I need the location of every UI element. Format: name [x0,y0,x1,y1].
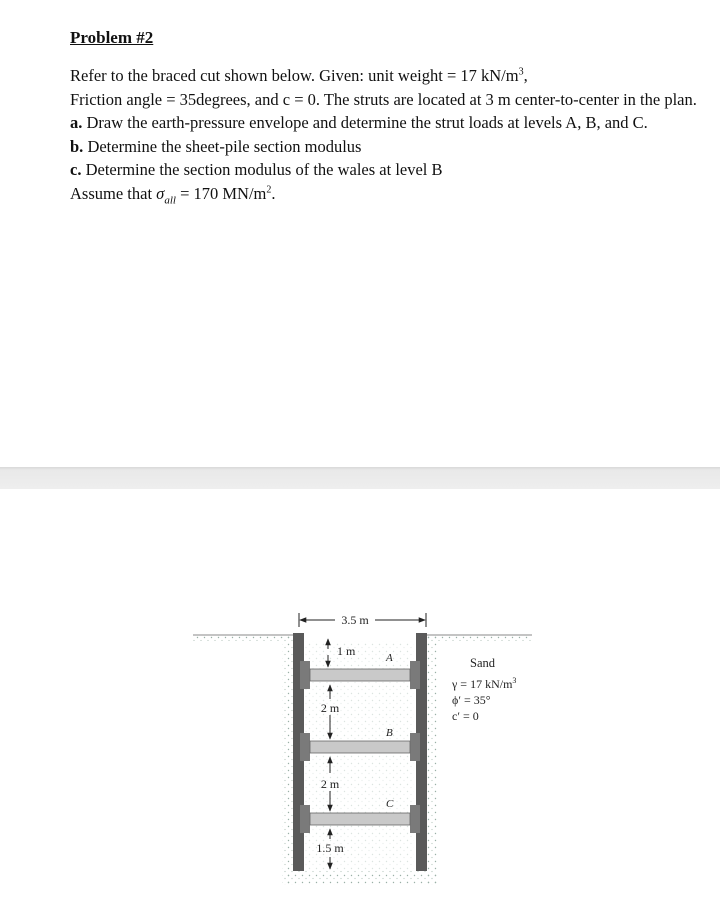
soil-cohesion: c′ = 0 [452,709,479,723]
strut-c-label: C [386,798,394,810]
strut-a [310,669,410,681]
soil-base [282,871,438,885]
dim-4-label: 1.5 m [316,841,344,855]
item-a: a. Draw the earth-pressure envelope and determine the strut loads at levels A, B, and C. [70,113,648,133]
soil-name: Sand [470,656,495,670]
dim-2-label: 2 m [320,701,340,715]
page-separator [0,467,720,489]
strut-b-label: B [386,727,393,739]
problem-title: Problem #2 [70,28,154,47]
soil-left-wall [282,635,293,885]
item-b: b. Determine the sheet-pile section modulus [70,136,362,156]
soil-unit-weight: γ = 17 $kN/m^3$ [452,676,517,691]
ground-left [193,635,293,641]
width-label: 3.5 m [341,613,369,627]
wale-b-left [300,733,310,761]
ground-right [427,635,532,641]
given-line-1: Refer to the braced cut shown below. Given: unit weight = 17 $kN/m^3$, [70,66,528,85]
soil-right-wall [427,635,438,885]
wale-a-left [300,661,310,689]
strut-c [310,813,410,825]
wale-b-right [410,733,420,761]
dim-3-label: 2 m [320,777,340,791]
assumption-line: Assume that $\sigma_{all} = 170$ $MN/m^2$. [70,183,276,207]
document-page-2 [0,489,720,901]
width-dimension [299,613,426,627]
soil-friction-angle: ϕ′ = 35° [452,693,491,707]
soil-properties [451,656,516,723]
item-c: c. Determine the section modulus of the wales at level B [70,160,443,180]
problem-statement [70,64,700,213]
dim-1-label: 1 m [337,644,356,658]
wale-c-left [300,805,310,833]
wale-a-right [410,661,420,689]
strut-b [310,741,410,753]
braced-cut-figure [0,489,720,901]
given-line-2: Friction angle = 35degrees, and c = 0. The struts are located at 3 m center-to-center in the plan. [70,89,697,109]
wale-c-right [410,805,420,833]
sigma-symbol: $\sigma_{all}$ [156,183,176,207]
strut-a-label: A [386,652,393,664]
